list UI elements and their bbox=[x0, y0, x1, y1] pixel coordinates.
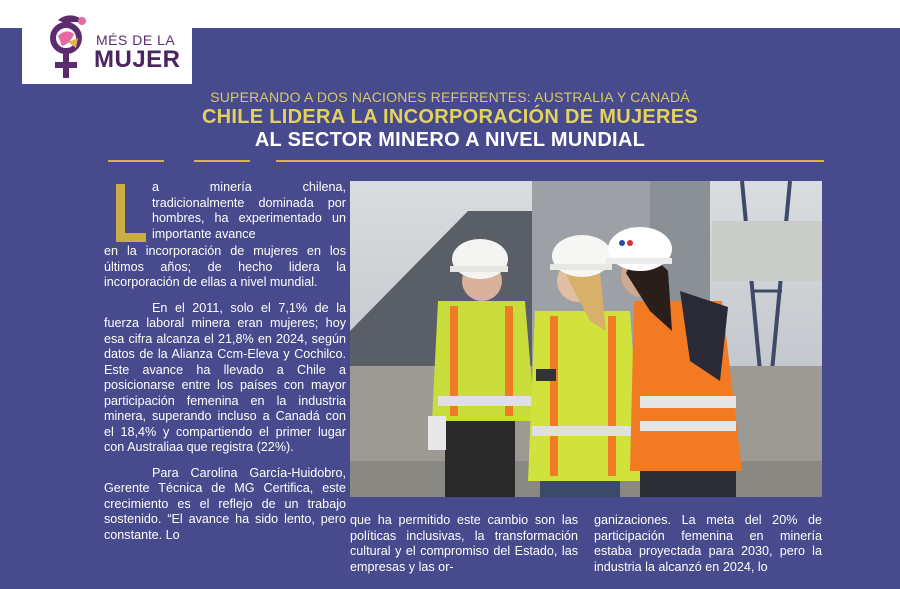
venus-symbol-icon bbox=[44, 12, 92, 84]
paragraph-2: En el 2011, solo el 7,1% de la fuerza laboral minera eran mujeres; hoy esa cifra alcanza el 21,8% en 2024, según datos de la Alianza Ccm-Eleva y Cochilco. Este avance ha llevado a Chile a posicionarse entre los países con mayor participación femenina en la industria minera, superando incluso a Canadá con el 18,4% y compartiendo el primer lugar con Australiaa que registra (22%). bbox=[104, 300, 346, 454]
article-kicker: SUPERANDO A DOS NACIONES REFERENTES: AUSTRALIA Y CANADÁ bbox=[210, 89, 690, 105]
mes-de-la-mujer-logo bbox=[22, 6, 192, 84]
lead-paragraph-start: a minería chilena, tradicionalmente dominada por hombres, ha experimentado un importante avance bbox=[152, 180, 346, 241]
title-rule-left-mid bbox=[194, 160, 250, 162]
logo-text-line1: MÉS DE LA bbox=[96, 32, 176, 48]
headline-line1: CHILE LIDERA LA INCORPORACIÓN DE MUJERES bbox=[201, 106, 699, 128]
column-3-body: ganizaciones. La meta del 20% de participación femenina en minería estaba proyectada para 2030, pero la industria la alcanzó en 2024, lo bbox=[594, 513, 822, 574]
paragraph-1-rest: en la incorporación de mujeres en los últimos años; de hecho lidera la incorporación de ellas a nivel mundial. bbox=[104, 244, 346, 289]
column-2-body: que ha permitido este cambio son las políticas inclusivas, la transformación cultural y el compromiso del Estado, las empresas y las or- bbox=[350, 513, 578, 574]
drop-cap bbox=[108, 176, 154, 240]
mining-workers-photo bbox=[350, 181, 822, 497]
headline-line2: AL SECTOR MINERO A NIVEL MUNDIAL bbox=[254, 129, 646, 151]
title-rule-left-short bbox=[108, 160, 164, 162]
column-1-body bbox=[104, 244, 346, 553]
title-rule-long bbox=[276, 160, 824, 162]
logo-text-line2: MUJER bbox=[94, 46, 181, 73]
paragraph-3: Para Carolina García-Huidobro, Gerente Técnica de MG Certifica, este crecimiento es el reflejo de un trabajo sostenido. “El avance ha sido lento, pero constante. Lo bbox=[104, 465, 346, 542]
